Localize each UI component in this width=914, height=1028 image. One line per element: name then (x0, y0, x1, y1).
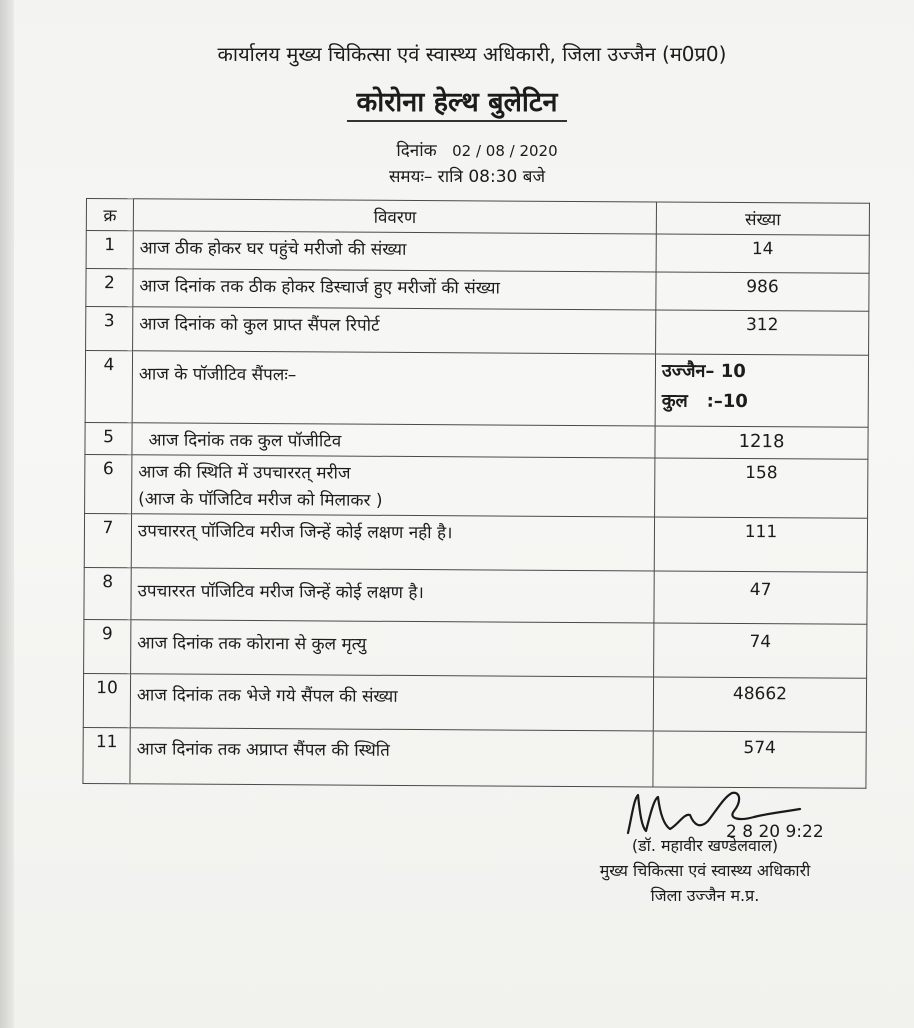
row-serial: 1 (86, 231, 133, 269)
row-description: आज दिनांक तक भेजे गये सैंपल की संख्या (130, 674, 653, 731)
row-description: आज ठीक होकर घर पहुंचे मरीजो की संख्या (133, 231, 656, 272)
handwritten-date: 2 8 20 9:22 (726, 822, 824, 842)
row-serial: 6 (85, 454, 132, 513)
row-description: उपचाररत् पॉजिटिव मरीज जिन्हें कोई लक्षण नही है। (131, 514, 654, 571)
positive-ujjain: उज्जैन– 10 (661, 360, 746, 383)
table-header-row (86, 199, 869, 236)
row-description-line1: आज की स्थिति में उपचाररत् मरीज (138, 462, 351, 484)
table-row (84, 513, 867, 572)
row-serial: 10 (83, 673, 130, 727)
row-description-line2: (आज के पॉजिटिव मरीज को मिलाकर ) (138, 489, 383, 511)
row-value: 1218 (655, 426, 868, 459)
row-value: 47 (654, 571, 867, 624)
row-value: 312 (656, 310, 869, 355)
bulletin-table (82, 198, 870, 789)
table-row (86, 231, 869, 274)
date-label: दिनांक (396, 141, 437, 161)
row-value: 574 (653, 731, 866, 788)
table-row (86, 269, 869, 312)
table-row (85, 422, 868, 459)
row-description: आज दिनांक तक कुल पॉजीटिव (132, 423, 655, 458)
row-value: 48662 (653, 677, 866, 732)
row-description: उपचाररत पॉजिटिव मरीज जिन्हें कोई लक्षण है। (131, 568, 654, 623)
officer-name: (डॉ. महावीर खण्डेलवाल) (631, 836, 779, 855)
row-description: आज दिनांक तक ठीक होकर डिस्चार्ज हुए मरीजों की संख्या (133, 269, 656, 310)
date-line (0, 138, 914, 161)
header-serial: क्र (86, 199, 133, 231)
row-description: आज के पॉजीटिव सैंपलः– (132, 351, 655, 426)
office-heading: कार्यालय मुख्य चिकित्सा एवं स्वास्थ्य अधिकारी, जिला उज्जैन (म0प्र0) (217, 42, 727, 66)
table-row (84, 619, 867, 678)
officer-designation: मुख्य चिकित्सा एवं स्वास्थ्य अधिकारी (599, 861, 811, 880)
signature-block (560, 833, 850, 908)
row-description (132, 455, 655, 517)
row-description: आज दिनांक तक कोराना से कुल मृत्यु (131, 620, 654, 677)
row-value: 986 (656, 272, 869, 311)
time-value: रात्रि 08:30 बजे (437, 167, 546, 187)
header-description: विवरण (133, 199, 656, 234)
row-value: 158 (655, 458, 868, 518)
row-serial: 8 (84, 567, 131, 619)
bulletin-title-text: कोरोना हेल्थ बुलेटिन (347, 87, 568, 122)
table-row (86, 307, 869, 356)
date-value: 02 / 08 / 2020 (452, 142, 558, 160)
table-row (83, 727, 866, 788)
row-serial: 9 (84, 619, 131, 673)
table-row (85, 454, 868, 518)
row-serial: 5 (85, 422, 132, 454)
row-value: 111 (654, 517, 867, 572)
row-value: 74 (654, 623, 867, 678)
header-count: संख्या (656, 202, 869, 235)
row-serial: 2 (86, 269, 133, 307)
table-row (85, 351, 868, 428)
row-description: आज दिनांक को कुल प्राप्त सैंपल रिपोर्ट (133, 307, 656, 354)
time-label: समयः– (388, 167, 433, 187)
time-line (0, 164, 914, 187)
row-serial: 4 (85, 351, 132, 423)
row-serial: 7 (84, 513, 131, 567)
row-value: 14 (656, 234, 869, 273)
positive-total: कुल :–10 (661, 390, 748, 413)
row-value-positive (655, 354, 868, 427)
table-row (83, 673, 866, 732)
bulletin-title (0, 82, 914, 119)
row-description: आज दिनांक तक अप्राप्त सैंपल की स्थिति (130, 728, 653, 787)
table-row (84, 567, 867, 624)
row-serial: 11 (83, 727, 130, 783)
row-serial: 3 (86, 307, 133, 351)
officer-location: जिला उज्जैन म.प्र. (650, 886, 760, 905)
